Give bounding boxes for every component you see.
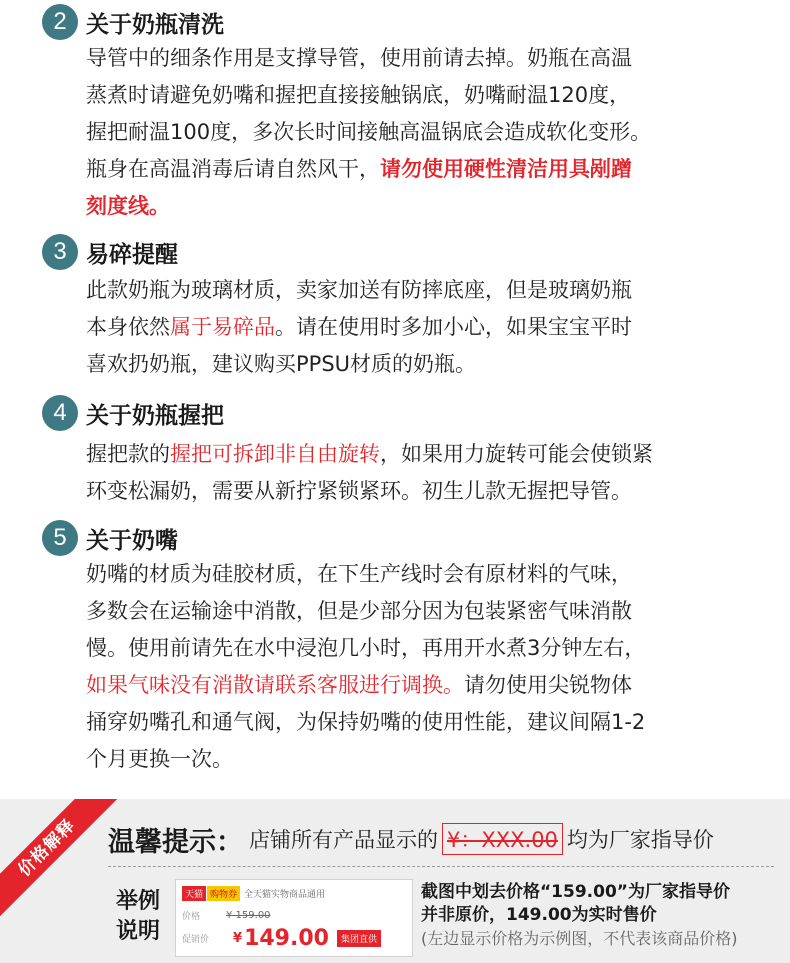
example-label-line-1: 举例 xyxy=(115,889,160,914)
price-example-card xyxy=(175,879,413,957)
tip-text: 店铺所有产品显示的 xyxy=(249,828,438,852)
body-text: 喜欢扔奶瓶，建议购买PPSU材质的奶瓶。 xyxy=(86,352,477,376)
body-line xyxy=(86,667,766,704)
card-top-text: 全天猫实物商品通用 xyxy=(244,889,326,900)
card-promo-label: 促销价 xyxy=(182,935,210,945)
section-title: 易碎提醒 xyxy=(86,241,178,268)
price-explanation-box xyxy=(0,799,790,963)
highlight-text: 如果气味没有消散请联系客服进行调换。 xyxy=(86,673,464,697)
section-body xyxy=(86,436,766,510)
section-body xyxy=(86,272,766,383)
example-label-line-2: 说明 xyxy=(115,919,160,944)
body-text: 请勿使用尖锐物体 xyxy=(464,673,632,697)
section-body xyxy=(86,556,766,778)
price-explanation-ribbon: 价格解释 xyxy=(0,799,118,919)
section-number-badge: 2 xyxy=(42,4,78,40)
ribbon-corner xyxy=(0,799,120,919)
body-line xyxy=(86,741,766,778)
body-text: 。请在使用时多加小心，如果宝宝平时 xyxy=(275,315,632,339)
card-price-row xyxy=(182,909,271,922)
highlight-text: 握把可拆卸非自由旋转 xyxy=(170,442,380,466)
tip-label: 温馨提示： xyxy=(108,826,243,858)
tmall-tag: 天猫 xyxy=(182,886,206,901)
section-number-badge: 5 xyxy=(42,520,78,556)
body-text: 导管中的细条作用是支撑导管，使用前请去掉。奶瓶在高温 xyxy=(86,46,632,70)
section-header xyxy=(42,234,178,270)
body-line xyxy=(86,593,766,630)
body-text: 握把款的 xyxy=(86,442,170,466)
highlight-text: 属于易碎品 xyxy=(170,315,275,339)
section-body xyxy=(86,40,766,225)
section-header xyxy=(42,520,178,556)
body-text: 环变松漏奶，需要从新拧紧锁紧环。初生儿款无握把导管。 xyxy=(86,479,632,503)
body-line xyxy=(86,473,766,510)
body-text: 个月更换一次。 xyxy=(86,747,233,771)
body-line xyxy=(86,188,766,225)
body-line xyxy=(86,556,766,593)
explanation-line-1: 截图中划去价格“159.00”为厂家指导价 xyxy=(421,882,730,902)
section-header xyxy=(42,4,224,40)
body-text: ，如果用力旋转可能会使锁紧 xyxy=(380,442,653,466)
card-top-row xyxy=(182,885,325,901)
body-line xyxy=(86,436,766,473)
section-title: 关于奶瓶握把 xyxy=(86,402,224,429)
example-label xyxy=(112,887,164,947)
body-text: 蒸煮时请避免奶嘴和握把直接接触锅底，奶嘴耐温120度， xyxy=(86,83,631,107)
card-badge: 集团直供 xyxy=(337,930,381,947)
body-line xyxy=(86,151,766,188)
section-number-badge: 4 xyxy=(42,395,78,431)
dashed-divider xyxy=(108,866,774,867)
body-text: 奶嘴的材质为硅胶材质，在下生产线时会有原材料的气味， xyxy=(86,562,632,586)
tip-tail: 均为厂家指导价 xyxy=(566,828,714,852)
body-line xyxy=(86,309,766,346)
section-title: 关于奶瓶清洗 xyxy=(86,11,224,38)
tip-price-example: ¥：XXX.00 xyxy=(442,823,563,855)
body-text: 瓶身在高温消毒后请自然风干， xyxy=(86,157,380,181)
body-line xyxy=(86,704,766,741)
body-line xyxy=(86,346,766,383)
body-line xyxy=(86,114,766,151)
card-promo-price: 149.00 xyxy=(244,926,329,951)
body-text: 多数会在运输途中消散，但是少部分因为包装紧密气味消散 xyxy=(86,599,632,623)
card-price-label: 价格 xyxy=(182,912,201,922)
section-header xyxy=(42,395,224,431)
section-number-badge: 3 xyxy=(42,234,78,270)
coupon-tag: 购物券 xyxy=(207,886,240,901)
body-line xyxy=(86,40,766,77)
body-text: 握把耐温100度，多次长时间接触高温锅底会造成软化变形。 xyxy=(86,120,652,144)
body-line xyxy=(86,630,766,667)
tip-row xyxy=(108,819,714,859)
body-text: 本身依然 xyxy=(86,315,170,339)
section-title: 关于奶嘴 xyxy=(86,527,178,554)
body-text: 捅穿奶嘴孔和通气阀，为保持奶嘴的使用性能，建议间隔1-2 xyxy=(86,710,646,734)
body-text: 慢。使用前请先在水中浸泡几小时，再用开水煮3分钟左右， xyxy=(86,636,646,660)
card-yen-sign: ¥ xyxy=(233,931,243,946)
highlight-text: 请勿使用硬性清洁用具剐蹭 xyxy=(380,157,632,181)
body-text: 此款奶瓶为玻璃材质，卖家加送有防摔底座，但是玻璃奶瓶 xyxy=(86,278,632,302)
card-original-price: ¥ 159.00 xyxy=(226,910,271,921)
highlight-text: 刻度线。 xyxy=(86,194,170,218)
body-line xyxy=(86,77,766,114)
body-line xyxy=(86,272,766,309)
explanation-line-3: (左边显示价格为示例图，不代表该商品价格) xyxy=(421,929,738,948)
card-promo-row xyxy=(182,926,381,951)
example-explanation xyxy=(421,881,781,950)
explanation-line-2: 并非原价，149.00为实时售价 xyxy=(421,905,657,925)
